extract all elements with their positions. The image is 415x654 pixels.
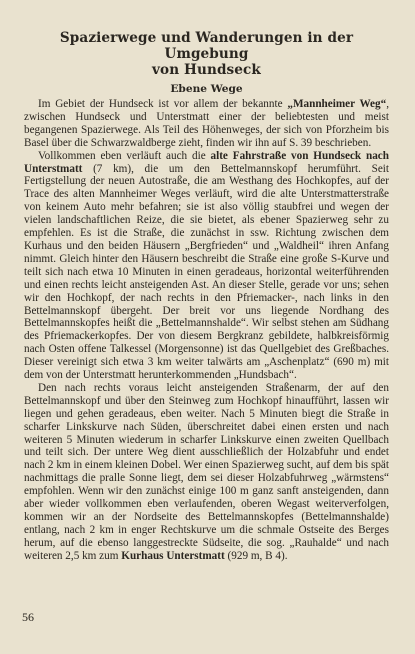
title-line-1: Spazierwege und Wanderungen in der Umgebung [59, 30, 354, 62]
text-run: (929 m, B 4). [224, 549, 288, 562]
text-run: , zwischen Hundseck und Unterstmatt einer der beliebtesten und meist begangenen Spazierwege. Als Teil des Höhenweges, der sich von Pforzheim bis Basel über die Schwarzwaldberge zieht, finden wir ihn auf S. 39 beschrieben. [24, 98, 389, 149]
body-text [24, 98, 389, 563]
text-run: Im Gebiet der Hundseck ist vor allem der bekannte [38, 98, 288, 110]
bold-text-run: „Mannheimer Weg“ [287, 98, 387, 110]
text-run: (7 km), die um den Bettelmannskopf herumführt. Seit Fertigstellung der neuen Autostraße, die am Westhang des Hochkopfes, auf der Trace des alten Mannheimer Weges verläuft, wird die alte Unterstmatterstraße von keinem Auto mehr befahren; sie ist also völlig staubfrei und wegen der vielen landschaftlichen Reize, die sie bietet, als ebener Spazierweg sehr zu empfehlen. Es ist die Straße, die zunächst in ssw. Richtung zwischen dem Kurhaus und den beiden Häusern „Bergfrieden“ und „Waldheil“ ihren Anfang nimmt. Gleich hinter den Häusern beschreibt die Straße eine große S-Kurve und teilt sich nach etwa 10 Minuten in einen geradeaus, horizontal weiterführenden und einen rechts leicht ansteigenden Ast. An dieser Stelle, gerade vor uns; sehen wir den Hochkopf, der nach rechts in den Pfriemacker-, nach links in den Bettelmannskopf übergeht. Der breit vor uns liegende Nordhang des Bettelmannskopfes heißt die „Bettelmannshalde“. Wir selbst stehen am Südhang des Pfriemackerkopfes. Der von diesem Bergkranz gebildete, halbkreisförmig nach Osten offene Talkessel (Morgensonne) ist das Quellgebiet des Greßbaches. Dieser vereinigt sich etwa 3 km weiter talwärts am „Aschenplatz“ (690 m) mit dem von der Unterstmatt herunterkommenden „Hundsbach“. [24, 162, 389, 382]
paragraph-3 [24, 382, 389, 563]
page-title [24, 30, 389, 78]
bold-text-run: alte Fahrstraße von Hundseck nach Unterstmatt [24, 149, 389, 175]
text-run: Vollkommen eben verläuft auch die [38, 149, 211, 162]
title-line-2: von Hundseck [152, 62, 261, 78]
paragraph-1 [24, 98, 389, 150]
page-number: 56 [22, 610, 34, 624]
text-run: Den nach rechts voraus leicht ansteigenden Straßenarm, der auf den Bettelmannskopf und über den Steinweg zum Hochkopf hinaufführt, lassen wir liegen und gehen geradeaus, eben weiter. Nach 5 Minuten biegt die Straße in scharfer Linkskurve nach Süden, überschreitet dabei einen ersten und nach weiteren 5 Minuten wiederum in scharfer Linkskurve einen zweiten Quellbach und teilt sich. Der untere Weg dient ausschließlich der Holzabfuhr und endet nach 2 km in einem kleinen Dobel. Wer einen Spazierweg sucht, auf dem bis spät nachmittags die pralle Sonne liegt, dem sei dieser Holzabfuhrweg „wärmstens“ empfohlen. Wenn wir den zunächst einige 100 m ganz sanft ansteigenden, dann aber wieder vollkommen eben verlaufenden, oberen Wegast weiterverfolgen, kommen wir an der Nordseite des Bettelmannskopfes (Bettelmannshalde) entlang, nach 2 km in enger Rechtskurve um die schmale Ostseite des Berges herum, auf die ebenso langgestreckte Südseite, die sog. „Rauhalde“ und nach weiteren 2,5 km zum [24, 381, 389, 562]
paragraph-2 [24, 150, 389, 382]
section-subtitle: Ebene Wege [170, 83, 243, 95]
bold-text-run: Kurhaus Unterstmatt [121, 549, 225, 562]
